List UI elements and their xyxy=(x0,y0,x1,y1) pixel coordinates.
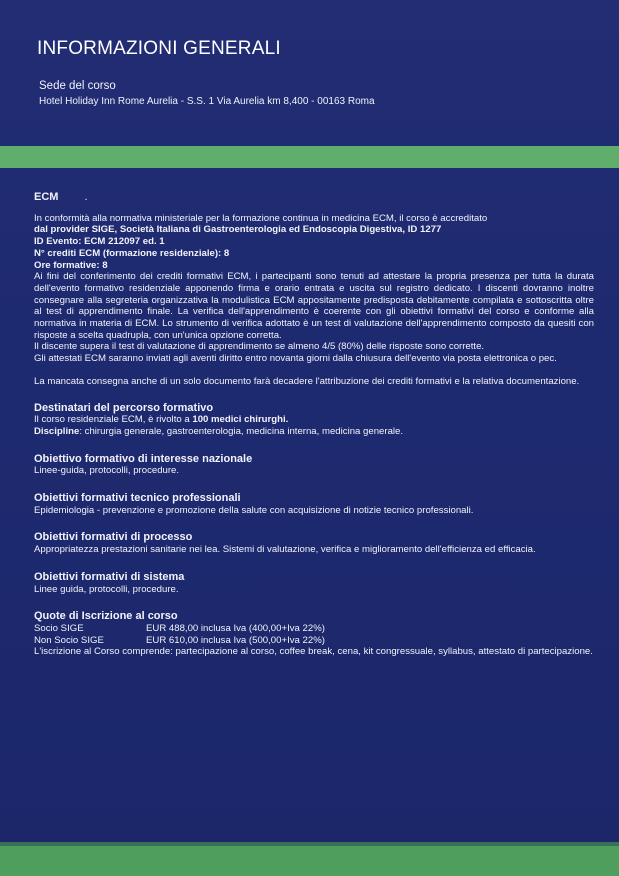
bottom-green-band xyxy=(0,846,619,876)
fee-value: EUR 610,00 inclusa Iva (500,00+Iva 22%) xyxy=(146,634,325,646)
venue-address: Hotel Holiday Inn Rome Aurelia - S.S. 1 Via Aurelia km 8,400 - 00163 Roma xyxy=(39,96,375,107)
ecm-dot: . xyxy=(84,191,88,203)
system-text: Linee guida, protocolli, procedure. xyxy=(34,583,179,595)
system-title: Obiettivi formativi di sistema xyxy=(34,570,185,583)
content-body xyxy=(34,192,594,658)
recipients-prefix: Il corso residenziale ECM, è rivolto a xyxy=(34,414,193,426)
ecm-intro: In conformità alla normativa ministeriale per la formazione continua in medicina ECM, il corso è accreditato xyxy=(34,212,488,224)
fees-title: Quote di Iscrizione al corso xyxy=(34,610,178,623)
ecm-warning: La mancata consegna anche di un solo documento farà decadere l'attribuzione dei crediti formativi e la relativa documentazione. xyxy=(34,375,580,387)
recipients-count: 100 medici chirurghi. xyxy=(192,414,289,426)
fee-row-member xyxy=(34,623,594,635)
technical-title: Obiettivi formativi tecnico professionali xyxy=(34,492,241,505)
fee-label: Socio SIGE xyxy=(34,622,84,634)
ecm-title: ECM xyxy=(34,191,59,203)
venue-label: Sede del corso xyxy=(39,80,116,92)
process-text: Appropriatezza prestazioni sanitarie nei lea. Sistemi di valutazione, verifica e miglioramento dell'efficienza ed efficacia. xyxy=(34,544,536,556)
recipients-title: Destinatari del percorso formativo xyxy=(34,401,214,414)
page-title: INFORMAZIONI GENERALI xyxy=(37,38,281,59)
ecm-pass-rule: Il discente supera il test di valutazione di apprendimento se almeno 4/5 (80%) delle risposte sono corrette. xyxy=(34,341,485,353)
disciplines-text: : chirurgia generale, gastroenterologia, medicina interna, medicina generale. xyxy=(79,425,404,437)
top-green-band xyxy=(0,146,619,168)
fee-value: EUR 488,00 inclusa Iva (400,00+Iva 22%) xyxy=(146,622,325,634)
ecm-credits: N° crediti ECM (formazione residenziale): 8 xyxy=(34,247,230,259)
recipients-line xyxy=(34,414,594,426)
fee-row-non-member xyxy=(34,635,594,647)
ecm-hours: Ore formative: 8 xyxy=(34,259,108,271)
fee-label: Non Socio SIGE xyxy=(34,634,104,646)
process-title: Obiettivi formativi di processo xyxy=(34,531,193,544)
ecm-heading xyxy=(34,192,594,204)
fees-includes: L'iscrizione al Corso comprende: partecipazione al corso, coffee break, cena, kit congressuale, syllabus, attestato di partecipazione. xyxy=(34,646,593,658)
disciplines-line xyxy=(34,426,594,438)
national-text: Linee-guida, protocolli, procedure. xyxy=(34,465,180,477)
disciplines-label: Discipline xyxy=(34,425,80,437)
technical-text: Epidemiologia - prevenzione e promozione della salute con acquisizione di notizie tecnico professionali. xyxy=(34,504,474,516)
bottom-band-edge xyxy=(0,842,619,846)
ecm-body: Ai fini del conferimento dei crediti formativi ECM, i partecipanti sono tenuti ad attestare la propria presenza per tutta la durata dell'evento formativo residenziale apponendo firma e orario entrata e uscita sul registro dedicato. I discenti dovranno inoltre consegnare alla segreteria organizzativa la modulistica ECM appositamente predisposta debitamente compilata e sottoscritta oltre al test di apprendimento finale. La verifica dell'apprendimento è coerente con gli obiettivi formativi del corso e conforme alla normativa in materia di ECM. Lo strumento di verifica adottato è un test di valutazione dell'apprendimento composto da quesiti con risposte a scelta quadrupla, con un'unica opzione corretta. xyxy=(34,271,594,341)
ecm-event-id: ID Evento: ECM 212097 ed. 1 xyxy=(34,236,165,248)
ecm-provider: dal provider SIGE, Società Italiana di Gastroenterologia ed Endoscopia Digestiva, ID 1277 xyxy=(34,224,442,236)
national-title: Obiettivo formativo di interesse nazionale xyxy=(34,452,253,465)
ecm-certificates: Gli attestati ECM saranno inviati agli aventi diritto entro novanta giorni dalla chiusura dell'evento via posta elettronica o pec. xyxy=(34,353,557,365)
